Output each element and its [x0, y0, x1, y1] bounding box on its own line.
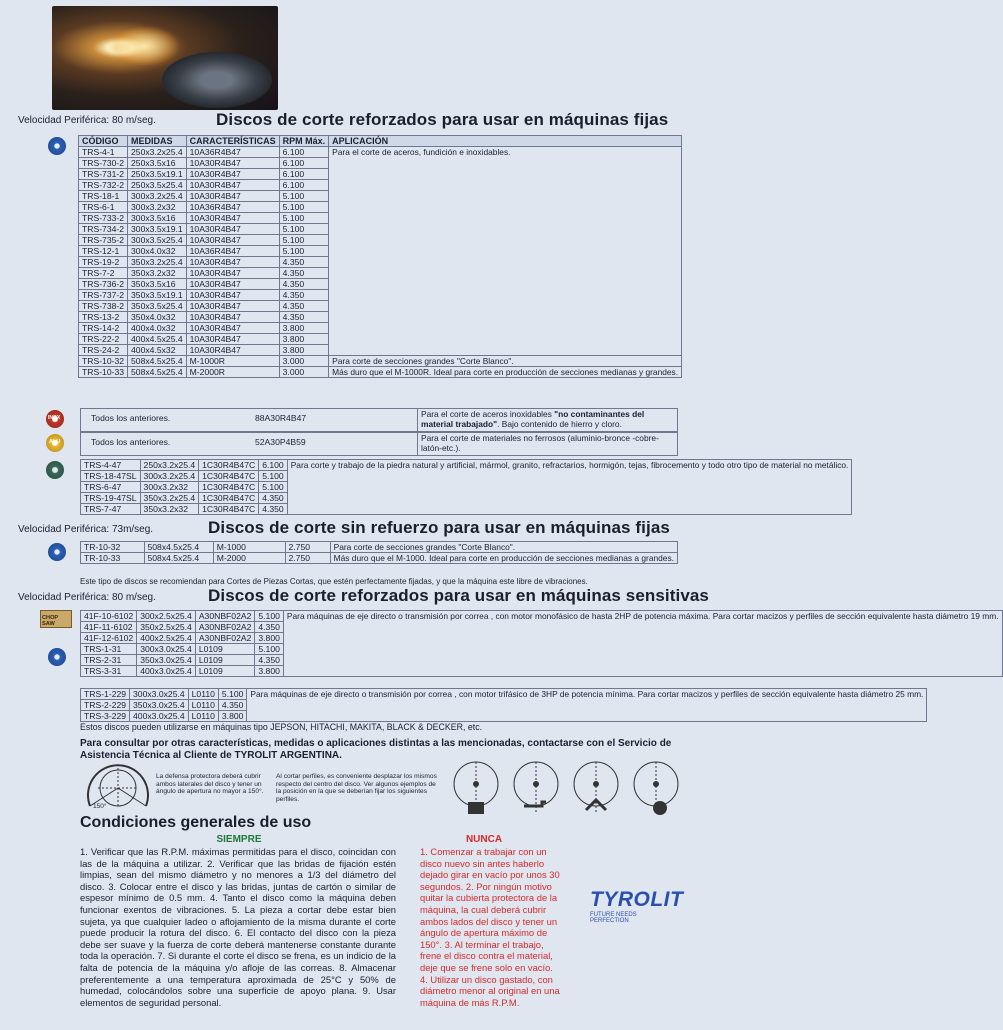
spec-cell: 10A30R4B47 [186, 301, 279, 312]
code-cell: TRS-734-2 [79, 224, 128, 235]
spec-cell: M-2000R [186, 367, 279, 378]
rpm-cell: 6.100 [259, 460, 288, 471]
size-cell: 350x4.0x32 [128, 312, 187, 323]
code-cell: TRS-14-2 [79, 323, 128, 334]
table-row [79, 367, 682, 378]
rpm-cell: 4.350 [259, 493, 288, 504]
code-cell: TRS-733-2 [79, 213, 128, 224]
profile-position-diagrams [446, 758, 686, 818]
code-cell: TRS-736-2 [79, 279, 128, 290]
spec-cell: A30NBF02A2 [195, 633, 255, 644]
rpm-cell: 4.350 [279, 301, 329, 312]
spec-cell: 10A30R4B47 [186, 279, 279, 290]
spec-cell: M-2000 [213, 553, 285, 564]
size-cell: 350x3.5x25.4 [128, 301, 187, 312]
tyrolit-logo [590, 888, 684, 924]
code-cell: 41F-12-6102 [81, 633, 137, 644]
unreinforced-disc-icon [48, 543, 66, 561]
spec-cell: M-1000R [186, 356, 279, 367]
rpm-cell: 3.000 [279, 356, 329, 367]
rpm-cell: 3.800 [279, 345, 329, 356]
size-cell: 508x4.5x25.4 [128, 356, 187, 367]
spec-cell: M-1000 [213, 542, 285, 553]
rpm-cell: 5.100 [259, 482, 288, 493]
code-cell: TRS-12-1 [79, 246, 128, 257]
code-cell: TRS-4-1 [79, 147, 128, 158]
size-cell: 400x4.5x32 [128, 345, 187, 356]
code-cell: TRS-7-2 [79, 268, 128, 279]
code-cell: TRS-13-2 [79, 312, 128, 323]
spec-cell: 1C30R4B47C [199, 504, 259, 515]
spec-cell: 10A30R4B47 [186, 257, 279, 268]
application-cell: Para máquinas de eje directo o transmisión por correa , con motor monofásico de hasta 2HP de potencia máxima. Para cortar macizos y perfiles de sección equivalente hasta diámetro 19 mm. [283, 611, 1002, 677]
spec-cell: 1C30R4B47C [199, 493, 259, 504]
size-cell: 400x4.5x25.4 [128, 334, 187, 345]
code-cell: TRS-4-47 [81, 460, 141, 471]
rpm-cell: 5.100 [279, 224, 329, 235]
hero-photo [52, 6, 278, 110]
angle-label: 150° [93, 803, 107, 810]
spec-cell: L0109 [195, 655, 255, 666]
section2-table [80, 541, 678, 564]
rpm-cell: 2.750 [285, 542, 330, 553]
spec-cell: 10A30R4B47 [186, 180, 279, 191]
code-cell: TRS-3-31 [81, 666, 137, 677]
section3-table-1 [80, 610, 1003, 677]
code-cell: TRS-10-33 [79, 367, 128, 378]
size-cell: 300x3.5x16 [128, 213, 187, 224]
rpm-cell: 4.350 [279, 257, 329, 268]
spec-cell: 10A30R4B47 [186, 290, 279, 301]
size-cell: 250x3.5x19.1 [128, 169, 187, 180]
spec-cell: 10A30R4B47 [186, 158, 279, 169]
contact-text: Para consultar por otras características, medidas o aplicaciones distintas a las mencionadas, contactarse con el Servicio de Asistencia Técnica al Cliente de TYROLIT ARGENTINA. [80, 738, 672, 761]
size-cell: 300x2.5x25.4 [137, 611, 196, 622]
size-cell: 250x3.2x25.4 [140, 460, 199, 471]
spec-cell: 10A30R4B47 [186, 334, 279, 345]
rpm-cell: 5.100 [255, 611, 284, 622]
spec-cell: L0110 [188, 689, 218, 700]
table-row [81, 553, 678, 564]
size-cell: 300x3.0x25.4 [130, 689, 189, 700]
velocity-label-1: Velocidad Periférica: 80 m/seg. [18, 115, 156, 126]
size-cell: 300x3.2x32 [140, 482, 199, 493]
rpm-cell: 5.100 [279, 235, 329, 246]
rpm-cell: 6.100 [279, 158, 329, 169]
rpm-cell: 3.800 [279, 323, 329, 334]
section2-note: Este tipo de discos se recomiendan para Cortes de Piezas Cortas, que estén perfectamente fijadas, y que la máquina este libre de vibraciones. [80, 577, 588, 586]
size-cell: 250x3.2x25.4 [128, 147, 187, 158]
rpm-cell: 3.800 [255, 666, 284, 677]
alu-row [80, 432, 678, 456]
column-header: MEDIDAS [128, 136, 187, 147]
application-cell: Para máquinas de eje directo o transmisión por correa , con motor trifásico de 3HP de potencia mínima. Para cortar macizos y perfiles de sección equivalente hasta diámetro 25 mm. [247, 689, 927, 722]
rpm-cell: 5.100 [255, 644, 284, 655]
code-cell: TRS-19-2 [79, 257, 128, 268]
stone-disc-icon [46, 461, 64, 479]
rpm-cell: 4.350 [279, 312, 329, 323]
spec-cell: L0109 [195, 666, 255, 677]
profile-text: Al cortar perfiles, es conveniente desplazar los mismos respecto del centro del disco. Ver algunos ejemplos de la posición en la que se deberían fijar los siguientes perfiles. [276, 773, 437, 803]
size-cell: 350x3.2x32 [128, 268, 187, 279]
code-cell: TR-10-33 [81, 553, 145, 564]
guard-text: La defensa protectora deberá cubrir ambos laterales del disco y tener un ángulo de apertura no mayor a 150°. [156, 773, 264, 796]
spec-cell: 10A30R4B47 [186, 191, 279, 202]
column-header: APLICACIÓN [329, 136, 682, 147]
spec-cell: 10A30R4B47 [186, 235, 279, 246]
code-cell: TRS-22-2 [79, 334, 128, 345]
rpm-cell: 5.100 [279, 213, 329, 224]
stone-table [80, 459, 852, 515]
application-cell: Más duro que el M-1000. Ideal para corte en producción de secciones medianas a grandes. [330, 553, 677, 564]
logo-tagline: FUTURE NEEDS PERFECTION [590, 912, 637, 924]
size-cell: 250x3.5x16 [128, 158, 187, 169]
size-cell: 300x3.2x25.4 [128, 191, 187, 202]
code-cell: TR-10-32 [81, 542, 145, 553]
code-cell: TRS-732-2 [79, 180, 128, 191]
rpm-cell: 3.800 [255, 633, 284, 644]
code-cell: TRS-24-2 [79, 345, 128, 356]
code-cell: TRS-18-1 [79, 191, 128, 202]
spec-cell: 10A30R4B47 [186, 224, 279, 235]
code-cell: 41F-11-6102 [81, 622, 137, 633]
size-cell: 350x3.2x25.4 [140, 493, 199, 504]
size-cell: 300x3.0x25.4 [137, 644, 196, 655]
logo-wordmark: TYROLIT [590, 888, 684, 911]
velocity-label-2: Velocidad Periférica: 73m/seg. [18, 524, 154, 535]
spec-cell: 10A36R4B47 [186, 246, 279, 257]
spec-cell: 10A36R4B47 [186, 202, 279, 213]
alu-badge-icon: ALU [46, 434, 64, 452]
spec-cell: 10A30R4B47 [186, 268, 279, 279]
rpm-cell: 4.350 [255, 622, 284, 633]
size-cell: 350x3.2x25.4 [128, 257, 187, 268]
spec-cell: 10A30R4B47 [186, 323, 279, 334]
alu-application: Para el corte de materiales no ferrosos (aluminio-bronce -cobre-latón-etc.). [417, 433, 675, 455]
size-cell: 350x2.5x25.4 [137, 622, 196, 633]
code-cell: TRS-730-2 [79, 158, 128, 169]
application-cell: Para corte y trabajo de la piedra natural y artificial, mármol, granito, refractarios, hormigón, tejas, fibrocemento y todo otro tipo de material no metálico. [287, 460, 852, 515]
size-cell: 400x4.0x32 [128, 323, 187, 334]
code-cell: TRS-738-2 [79, 301, 128, 312]
rpm-cell: 3.000 [279, 367, 329, 378]
spec-cell: 1C30R4B47C [199, 482, 259, 493]
application-cell: Más duro que el M-1000R. Ideal para corte en producción de secciones medianas y grandes. [329, 367, 682, 378]
table-row [79, 356, 682, 367]
rpm-cell: 5.100 [218, 689, 247, 700]
code-cell: TRS-6-47 [81, 482, 141, 493]
rpm-cell: 6.100 [279, 180, 329, 191]
code-cell: TRS-7-47 [81, 504, 141, 515]
rpm-cell: 4.350 [279, 268, 329, 279]
spec-cell: 10A30R4B47 [186, 213, 279, 224]
size-cell: 400x3.0x25.4 [137, 666, 196, 677]
size-cell: 350x3.0x25.4 [130, 700, 189, 711]
inox-row [80, 408, 678, 432]
size-cell: 350x3.2x32 [140, 504, 199, 515]
rpm-cell: 5.100 [279, 191, 329, 202]
rpm-cell: 5.100 [279, 202, 329, 213]
spec-cell: L0110 [188, 711, 218, 722]
code-cell: TRS-2-31 [81, 655, 137, 666]
spec-cell: L0110 [188, 700, 218, 711]
inox-spec: 88A30R4B47 [255, 413, 307, 423]
spec-cell: A30NBF02A2 [195, 622, 255, 633]
conditions-title: Condiciones generales de uso [80, 814, 312, 831]
spec-cell: 1C30R4B47C [199, 471, 259, 482]
section1-table [78, 135, 682, 378]
code-cell: TRS-3-229 [81, 711, 130, 722]
alu-label: Todos los anteriores. [91, 437, 171, 447]
code-cell: TRS-19-47SL [81, 493, 141, 504]
rpm-cell: 6.100 [279, 147, 329, 158]
rpm-cell: 3.800 [279, 334, 329, 345]
column-header: CÓDIGO [79, 136, 128, 147]
size-cell: 350x3.5x19.1 [128, 290, 187, 301]
spec-cell: L0109 [195, 644, 255, 655]
spec-cell: A30NBF02A2 [195, 611, 255, 622]
code-cell: TRS-1-31 [81, 644, 137, 655]
size-cell: 300x4.0x32 [128, 246, 187, 257]
column-header: RPM Máx. [279, 136, 329, 147]
code-cell: 41F-10-6102 [81, 611, 137, 622]
alu-spec: 52A30P4B59 [255, 437, 306, 447]
table-row [79, 147, 682, 158]
siempre-heading: SIEMPRE [216, 834, 262, 845]
rpm-cell: 4.350 [255, 655, 284, 666]
section3-title: Discos de corte reforzados para usar en máquinas sensitivas [208, 586, 709, 605]
inox-label: Todos los anteriores. [91, 413, 171, 423]
rpm-cell: 2.750 [285, 553, 330, 564]
application-cell: Para el corte de aceros, fundición e inoxidables. [329, 147, 682, 356]
table-row [81, 542, 678, 553]
nunca-text: 1. Comenzar a trabajar con un disco nuevo sin antes haberlo dejado girar en vacío por unos 30 segundos. 2. Por ningún motivo quitar la cubierta protectora de la máquina, la cual deberá cubrir ambos lados del disco y tener un ángulo de apertura máximo de 150°. 3. Al terminar el trabajo, frene el disco contra el material, deje que se frene solo en vacío. 4. Utilizar un disco gastado, con diámetro menor al original en una máquina de más R.P.M. [420, 846, 560, 1008]
size-cell: 350x3.0x25.4 [137, 655, 196, 666]
inox-application: Para el corte de aceros inoxidables "no contaminantes del material trabajado". Bajo contenido de hierro y cloro. [417, 409, 675, 431]
nunca-heading: NUNCA [465, 834, 503, 845]
spec-cell: 1C30R4B47C [199, 460, 259, 471]
size-cell: 300x3.5x25.4 [128, 235, 187, 246]
code-cell: TRS-10-32 [79, 356, 128, 367]
spec-cell: 10A30R4B47 [186, 345, 279, 356]
column-header: CARACTERÍSTICAS [186, 136, 279, 147]
code-cell: TRS-1-229 [81, 689, 130, 700]
spec-cell: 10A30R4B47 [186, 312, 279, 323]
table-row [81, 460, 852, 471]
size-cell: 508x4.5x25.4 [144, 553, 213, 564]
inox-badge-icon: INOX [46, 410, 64, 428]
code-cell: TRS-2-229 [81, 700, 130, 711]
code-cell: TRS-6-1 [79, 202, 128, 213]
rpm-cell: 4.350 [279, 290, 329, 301]
application-cell: Para corte de secciones grandes "Corte Blanco". [330, 542, 677, 553]
spec-cell: 10A36R4B47 [186, 147, 279, 158]
size-cell: 350x3.5x16 [128, 279, 187, 290]
rpm-cell: 4.350 [218, 700, 247, 711]
velocity-label-3: Velocidad Periférica: 80 m/seg. [18, 592, 156, 603]
chop-saw-badge-icon: CHOP SAW [40, 610, 72, 628]
size-cell: 300x3.2x25.4 [140, 471, 199, 482]
reinforced-disc-icon [48, 137, 66, 155]
spec-cell: 10A30R4B47 [186, 169, 279, 180]
code-cell: TRS-737-2 [79, 290, 128, 301]
section2-title: Discos de corte sin refuerzo para usar en máquinas fijas [208, 518, 670, 537]
rpm-cell: 5.100 [259, 471, 288, 482]
siempre-text: 1. Verificar que las R.P.M. máximas permitidas para el disco, coincidan con las de la máquina a utilizar. 2. Verificar que las bridas de fijación estén limpias, sean del mismo diámetro y no menores a 1/3 del diámetro del disco. 3. Colocar entre el disco y las bridas, juntas de cartón o similar de espesor mínimo de 0.5 mm. 4. Tanto el disco como la máquina deben funcionar exentos de vibraciones. 5. La pieza a cortar debe estar bien sujeta, ya que cualquier ladeo o aflojamiento de la misma durante el corte puede producir la rotura del disco. 6. El contacto del disco con la pieza debe ser suave y la fuerza de corte deberá mantenerse constante durante toda la operación. 7. Si durante el corte el disco se frena, es un indicio de la falta de potencia de la máquina y/o afloje de las correas. 8. Almacenar preferentemente a una temperatura aproximada de 25°C y 50% de humedad, colocándolos sobre una superficie de apoyo plana. 9. Usar elementos de seguridad personal. [80, 846, 396, 1008]
size-cell: 250x3.5x25.4 [128, 180, 187, 191]
rpm-cell: 4.350 [259, 504, 288, 515]
code-cell: TRS-18-47SL [81, 471, 141, 482]
code-cell: TRS-731-2 [79, 169, 128, 180]
rpm-cell: 6.100 [279, 169, 329, 180]
table-row [81, 611, 1003, 622]
sensitive-disc-icon [48, 648, 66, 666]
application-cell: Para corte de secciones grandes "Corte Blanco". [329, 356, 682, 367]
size-cell: 300x3.5x19.1 [128, 224, 187, 235]
rpm-cell: 5.100 [279, 246, 329, 257]
section3-note: Estos discos pueden utilizarse en máquinas tipo JEPSON, HITACHI, MAKITA, BLACK & DECKER, etc. [80, 722, 483, 732]
size-cell: 400x3.0x25.4 [130, 711, 189, 722]
size-cell: 400x2.5x25.4 [137, 633, 196, 644]
rpm-cell: 3.800 [218, 711, 247, 722]
size-cell: 508x4.5x25.4 [128, 367, 187, 378]
size-cell: 300x3.2x32 [128, 202, 187, 213]
section1-title: Discos de corte reforzados para usar en máquinas fijas [216, 110, 669, 129]
code-cell: TRS-735-2 [79, 235, 128, 246]
size-cell: 508x4.5x25.4 [144, 542, 213, 553]
guard-angle-diagram [78, 762, 158, 812]
table-row [81, 689, 927, 700]
section3-table-2 [80, 688, 927, 722]
rpm-cell: 4.350 [279, 279, 329, 290]
